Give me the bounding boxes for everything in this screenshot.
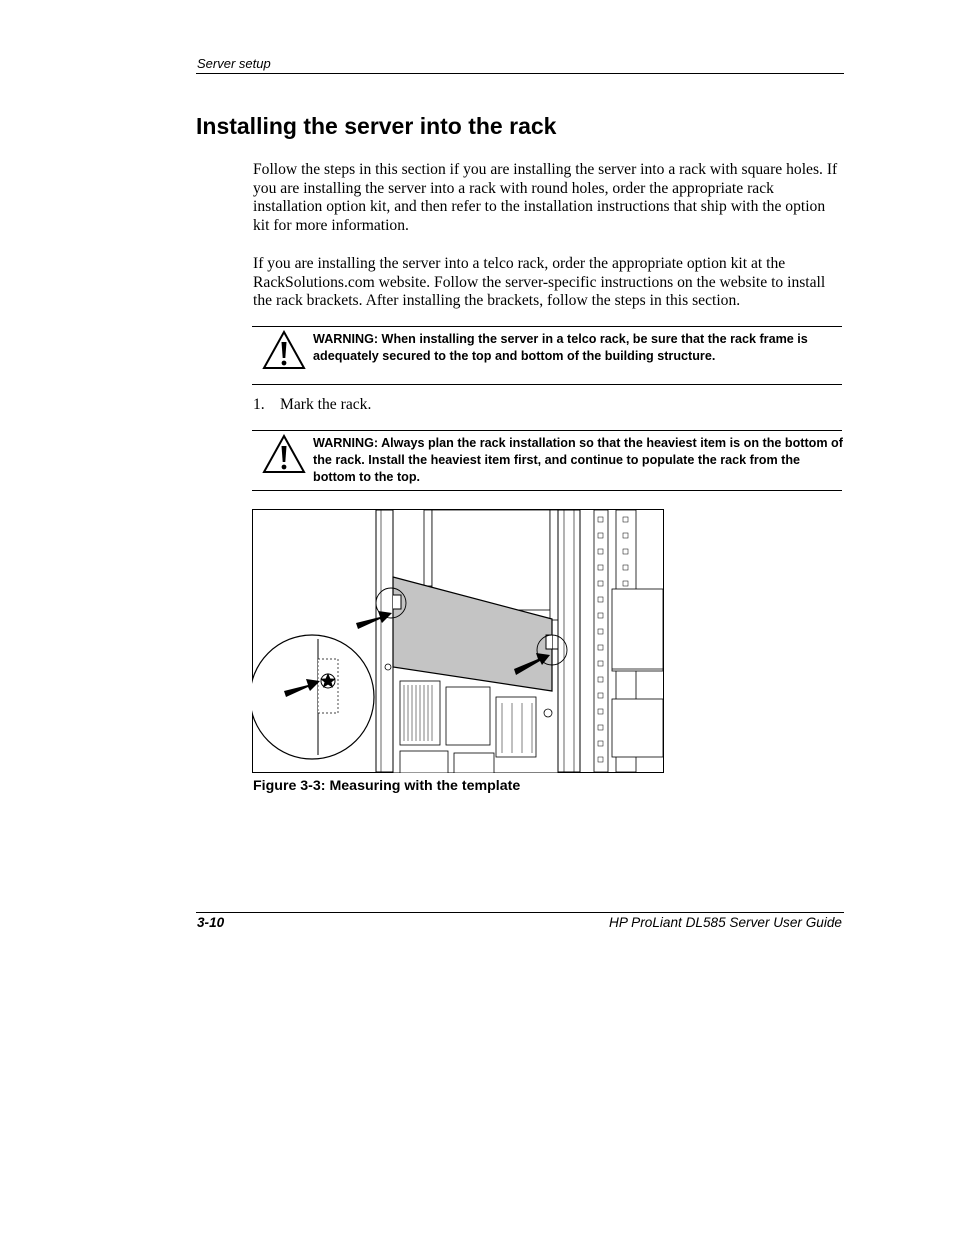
warning-rule-bottom <box>252 384 842 385</box>
warning-rule-top <box>252 430 842 431</box>
step-text: Mark the rack. <box>280 396 372 413</box>
figure-caption: Figure 3-3: Measuring with the template <box>253 778 521 794</box>
warning-icon <box>262 330 306 370</box>
warning-text: WARNING: When installing the server in a telco rack, be sure that the rack frame is adequately secured to the top and bottom of the building structure. <box>313 332 808 363</box>
page-number: 3-10 <box>197 915 225 930</box>
rack-template-illustration <box>252 509 664 773</box>
step-number: 1. <box>253 396 265 413</box>
document-title: HP ProLiant DL585 Server User Guide <box>609 915 842 930</box>
section-label: Server setup <box>197 56 271 71</box>
header-rule <box>196 73 844 74</box>
step-item <box>253 396 371 415</box>
intro-paragraph: Follow the steps in this section if you are installing the server into a rack with square holes. If you are installing the server into a rack with round holes, order the appropriate rack installation option kit, and then refer to the installation instructions that ship with the option kit for more information. <box>253 161 838 234</box>
footer-rule <box>196 912 844 913</box>
warning-rule-top <box>252 326 842 327</box>
warning-text: WARNING: Always plan the rack installation so that the heaviest item is on the bottom of the rack. Install the heaviest item first, and continue to populate the rack from the bottom to the top. <box>313 436 843 484</box>
page-title: Installing the server into the rack <box>196 113 557 139</box>
telco-paragraph: If you are installing the server into a telco rack, order the appropriate option kit at the RackSolutions.com website. Follow the server-specific instructions on the website to install the rack brackets. After installing the brackets, follow the steps in this section. <box>253 255 826 310</box>
warning-rule-bottom <box>252 490 842 491</box>
warning-icon <box>262 434 306 474</box>
